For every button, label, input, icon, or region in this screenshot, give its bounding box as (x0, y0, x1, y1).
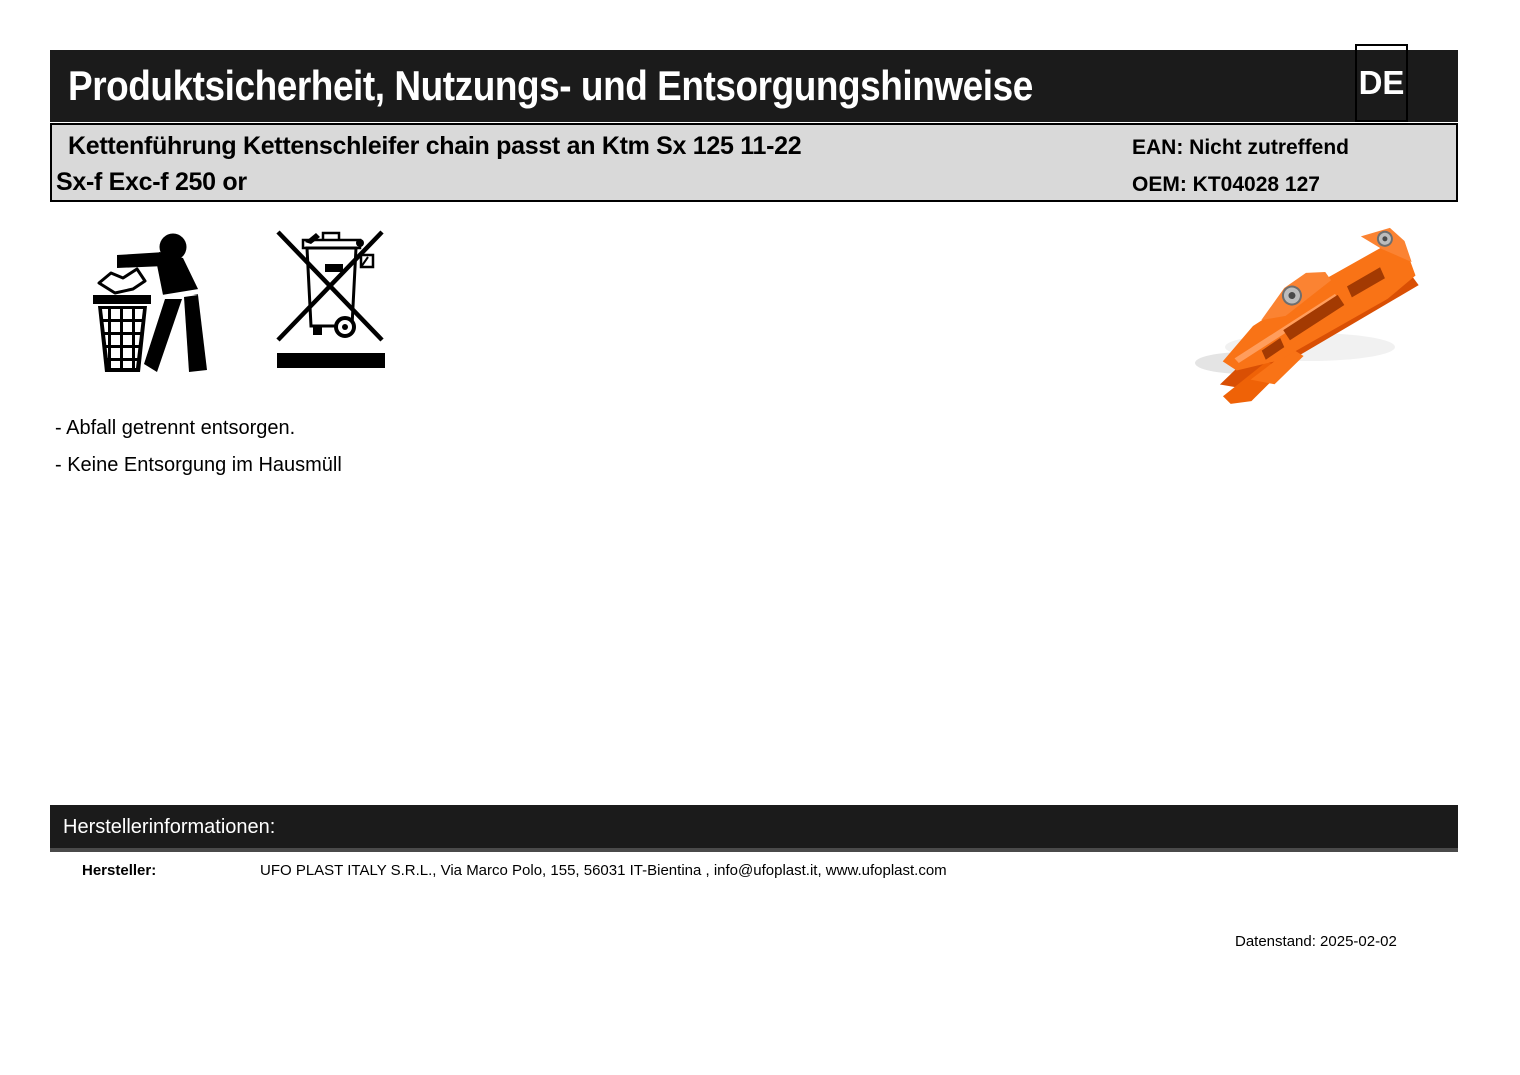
manufacturer-section-bar (50, 805, 1458, 852)
language-badge (1355, 44, 1408, 122)
ean-value: EAN: Nicht zutreffend (1132, 136, 1349, 159)
product-name-line1: Kettenführung Kettenschleifer chain passt an Ktm Sx 125 11-22 (68, 132, 802, 160)
product-info-bar (50, 123, 1458, 202)
language-code: DE (1358, 64, 1405, 101)
manufacturer-row (82, 862, 947, 879)
page-title: Produktsicherheit, Nutzungs- und Entsorgungshinweise (68, 62, 1033, 109)
weee-crossed-bin-icon (276, 230, 388, 372)
data-status-date: Datenstand: 2025-02-02 (1235, 933, 1397, 950)
product-name-line2: Sx-f Exc-f 250 or (56, 168, 247, 196)
oem-value: OEM: KT04028 127 (1132, 173, 1320, 196)
tidyman-icon (85, 225, 210, 380)
product-codes (1132, 129, 1349, 203)
disposal-note: - Abfall getrennt entsorgen. (55, 417, 296, 439)
disposal-note: - Keine Entsorgung im Hausmüll (55, 454, 342, 476)
disposal-notes (55, 410, 342, 484)
title-bar (50, 50, 1458, 122)
product-photo (1190, 222, 1425, 392)
manufacturer-label: Hersteller: (82, 862, 157, 879)
manufacturer-value: UFO PLAST ITALY S.R.L., Via Marco Polo, 155, 56031 IT-Bientina , info@ufoplast.it, www.ufoplast.com (260, 862, 947, 879)
product-name (56, 128, 801, 200)
manufacturer-section-title: Herstellerinformationen: (63, 816, 276, 838)
